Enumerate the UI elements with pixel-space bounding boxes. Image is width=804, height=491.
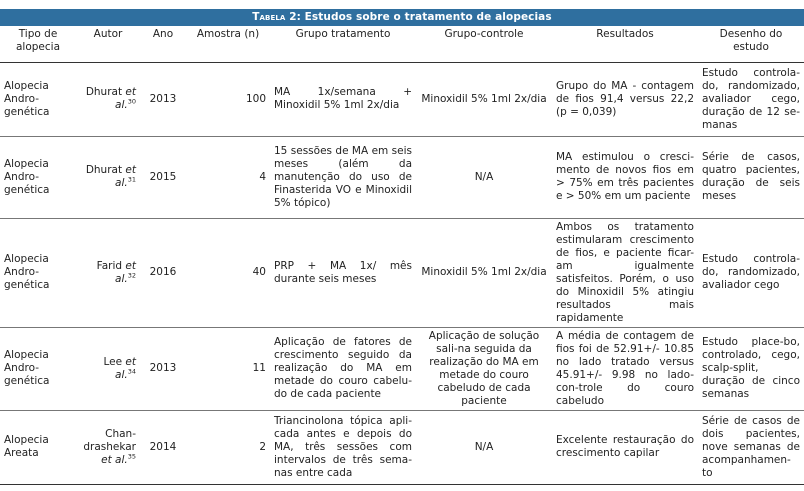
table-row <box>0 410 804 484</box>
cell-resultados: Grupo do MA - contagem de fios 91,4 versus 22,2 (p = 0,039) <box>556 79 694 118</box>
cell-desenho: Estudo controla-do, randomizado, avaliador cego, duração de 12 se-manas <box>702 66 800 131</box>
table-row <box>0 62 804 136</box>
cell-desenho: Estudo controla-do, randomizado, avaliador cego <box>702 253 800 291</box>
cell-tipo: Alopecia Andro-genética <box>4 157 50 196</box>
autor-name: Lee <box>103 355 123 368</box>
header-autor: Autor <box>93 28 123 40</box>
autor-ref: 34 <box>127 367 136 375</box>
cell-autor <box>76 136 140 218</box>
cell-ano: 2013 <box>149 362 177 374</box>
cell-grupo-tratamento: MA 1x/semana + Minoxidil 5% 1ml 2x/dia <box>274 86 412 111</box>
table-caption-text: Estudos sobre o tratamento de alopecias <box>300 11 552 23</box>
header-amostra: Amostra (n) <box>196 28 260 40</box>
header-grupo-tratamento: Grupo tratamento <box>295 28 391 40</box>
cell-grupo-controle: Minoxidil 5% 1ml 2x/dia <box>421 92 547 105</box>
table-row <box>0 218 804 327</box>
cell-desenho: Estudo place-bo, controlado, cego, scalp-split, duração de cinco semanas <box>702 336 800 400</box>
cell-resultados: Ambos os tratamento estimularam crescimento de fios, e paciente ficar-am igualmente satisfeitos. Porém, o uso do Minoxidil 5% atingiu resultados mais rapidamente <box>556 220 694 324</box>
autor-name: Dhurat <box>85 164 123 176</box>
cell-grupo-tratamento: 15 sessões de MA em seis meses (além da manutenção do uso de Finasterida VO e Minoxidil 5% tópico) <box>274 144 412 209</box>
autor-etal: et al. <box>115 259 136 285</box>
autor-name: Dhurat <box>85 86 123 98</box>
cell-tipo: Alopecia Andro-genética <box>4 79 50 118</box>
cell-ano: 2015 <box>149 170 177 183</box>
header-ano: Ano <box>152 28 174 40</box>
header-tipo: Tipo de alopecia <box>15 28 61 53</box>
cell-ano: 2014 <box>149 440 177 453</box>
autor-ref: 35 <box>127 452 136 460</box>
header-grupo-controle: Grupo-controle <box>444 28 524 40</box>
cell-resultados: Excelente restauração do crescimento capilar <box>556 434 694 459</box>
header-row <box>0 28 804 62</box>
cell-tipo: Alopecia Areata <box>4 434 49 459</box>
cell-autor <box>76 327 140 410</box>
table-caption-label: Tabela 2: <box>252 11 301 23</box>
cell-amostra: 2 <box>259 440 266 453</box>
autor-ref: 31 <box>127 175 136 184</box>
autor-name: Chan-drashekar <box>83 427 136 453</box>
cell-grupo-controle: N/A <box>474 440 494 453</box>
cell-grupo-controle: N/A <box>474 170 494 183</box>
autor-etal: et al. <box>115 86 136 111</box>
autor-ref: 32 <box>127 271 136 279</box>
cell-grupo-tratamento: Triancinolona tópica apli-cada antes e depois do MA, três sessões com intervalos de três sema-nas entre cada <box>274 414 412 479</box>
cell-resultados: MA estimulou o cresci-mento de novos fios em > 75% em três pacientes e > 50% em um paciente <box>556 151 694 202</box>
autor-ref: 30 <box>127 97 136 106</box>
cell-amostra: 100 <box>245 92 266 105</box>
autor-etal: et al. <box>115 164 136 189</box>
cell-tipo: Alopecia Andro-genética <box>4 253 50 291</box>
cell-ano: 2013 <box>149 92 177 105</box>
cell-grupo-tratamento: PRP + MA 1x/ mês durante seis meses <box>274 259 412 285</box>
cell-autor <box>76 62 140 136</box>
cell-desenho: Série de casos de dois pacientes, nove semanas de acompanhamen-to <box>702 414 800 479</box>
table-row <box>0 136 804 218</box>
autor-name: Farid <box>96 259 123 272</box>
table-row <box>0 327 804 410</box>
autor-etal: et al. <box>115 355 136 381</box>
cell-grupo-tratamento: Aplicação de fatores de crescimento seguido da realização do MA em metade do couro cabelu-do de cada paciente <box>274 336 412 400</box>
cell-resultados: A média de contagem de fios foi de 52.91+/- 10.85 no lado tratado versus 45.91+/- 9.98 no lado-con-trole do couro cabeludo <box>556 329 694 407</box>
cell-ano: 2016 <box>149 266 177 278</box>
cell-desenho: Série de casos, quatro pacientes, duração de seis meses <box>702 151 800 202</box>
cell-amostra: 11 <box>252 362 266 374</box>
header-resultados: Resultados <box>596 28 654 40</box>
cell-tipo: Alopecia Andro-genética <box>4 349 50 387</box>
cell-amostra: 40 <box>252 266 266 278</box>
header-desenho: Desenho do estudo <box>719 28 783 53</box>
cell-autor <box>76 218 140 327</box>
autor-etal: et al. <box>101 453 128 466</box>
cell-grupo-controle: Minoxidil 5% 1ml 2x/dia <box>421 266 547 278</box>
cell-autor <box>76 410 140 484</box>
studies-table <box>0 28 804 485</box>
cell-grupo-controle: Aplicação de solução sali-na seguida da realização do MA em metade do couro cabeludo de cada paciente <box>428 329 540 407</box>
table-caption <box>0 9 804 26</box>
cell-amostra: 4 <box>259 170 266 183</box>
